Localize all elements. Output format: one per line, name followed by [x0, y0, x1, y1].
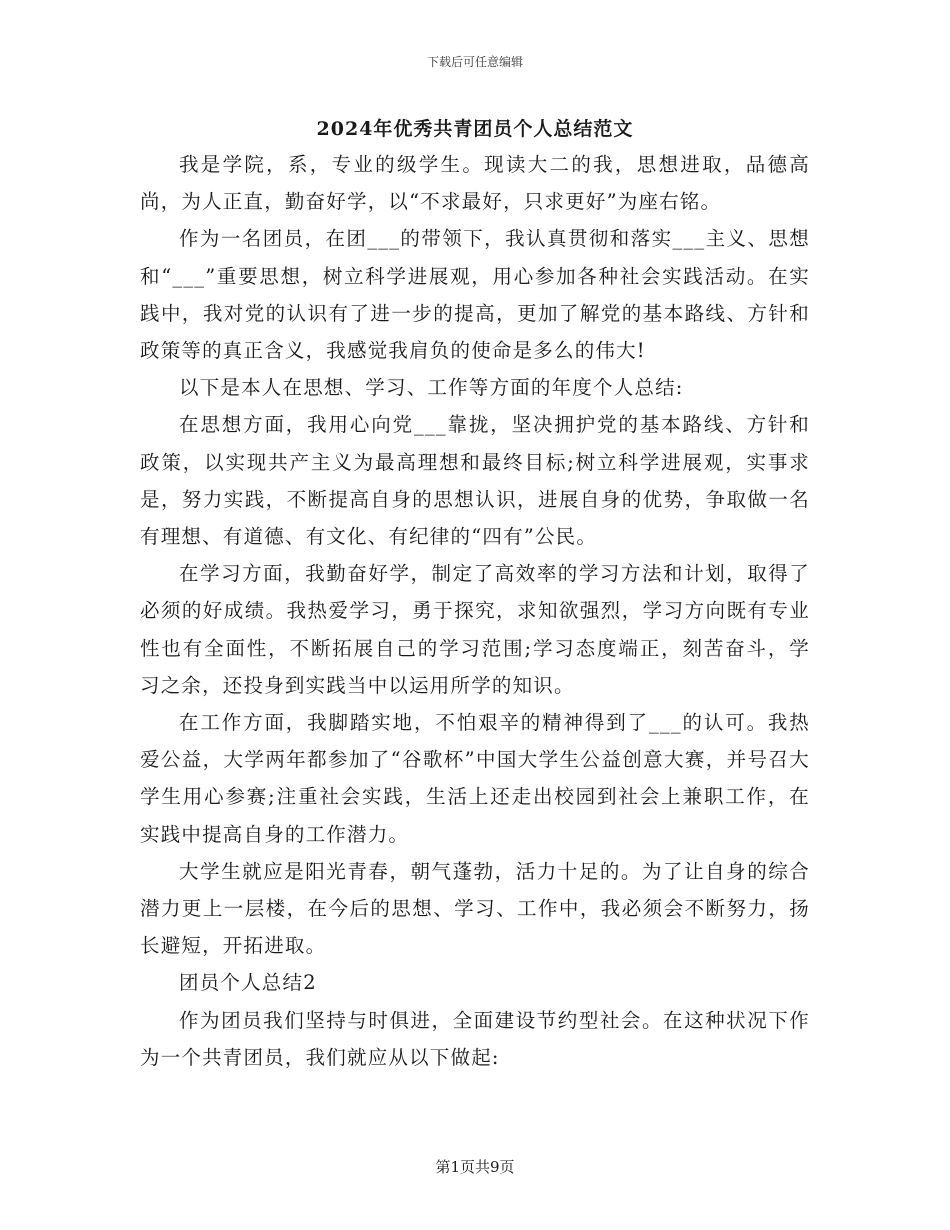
document-body: [140, 146, 810, 1076]
paragraph: 以下是本人在思想、学习、工作等方面的年度个人总结:: [179, 376, 684, 400]
document-title: 2024年优秀共青团员个人总结范文: [316, 118, 634, 140]
paragraph: 在学习方面，我勤奋好学，制定了高效率的学习方法和计划，取得了必须的好成绩。我热爱学习，勇于探究，求知欲强烈，学习方向既有专业性也有全面性，不断拓展自己的学习范围;学习态度端正，刻苦奋斗，学习之余，还投身到实践当中以运用所学的知识。: [140, 562, 810, 697]
paragraph: 在工作方面，我脚踏实地，不怕艰辛的精神得到了___的认可。我热爱公益，大学两年都参加了“谷歌杯”中国大学生公益创意大赛，并号召大学生用心参赛;注重社会实践，生活上还走出校园到社会上兼职工作，在实践中提高自身的工作潜力。: [140, 711, 810, 846]
section-heading: 团员个人总结2: [179, 971, 317, 995]
paragraph: 在思想方面，我用心向党___靠拢，坚决拥护党的基本路线、方针和政策，以实现共产主义为最高理想和最终目标;树立科学进展观，实事求是，努力实践，不断提高自身的思想认识，进展自身的优势，争取做一名有理想、有道德、有文化、有纪律的“四有”公民。: [140, 413, 810, 549]
paragraph: 我是学院，系，专业的级学生。现读大二的我，思想进取，品德高尚，为人正直，勤奋好学，以“不求最好，只求更好”为座右铭。: [140, 153, 810, 214]
paragraph: 作为团员我们坚持与时俱进，全面建设节约型社会。在这种状况下作为一个共青团员，我们就应从以下做起:: [140, 1008, 810, 1069]
paragraph: 作为一名团员，在团___的带领下，我认真贯彻和落实___主义、思想和“___”重要思想，树立科学进展观，用心参加各种社会实践活动。在实践中，我对党的认识有了进一步的提高，更加了解党的基本路线、方针和政策等的真正含义，我感觉我肩负的使命是多么的伟大!: [140, 227, 810, 363]
header-note: 下载后可任意编辑: [426, 55, 523, 69]
paragraph: 大学生就应是阳光青春，朝气蓬勃，活力十足的。为了让自身的综合潜力更上一层楼，在今后的思想、学习、工作中，我必须会不断努力，扬长避短，开拓进取。: [140, 859, 810, 958]
page-number-footer: 第1页共9页: [435, 1158, 515, 1176]
